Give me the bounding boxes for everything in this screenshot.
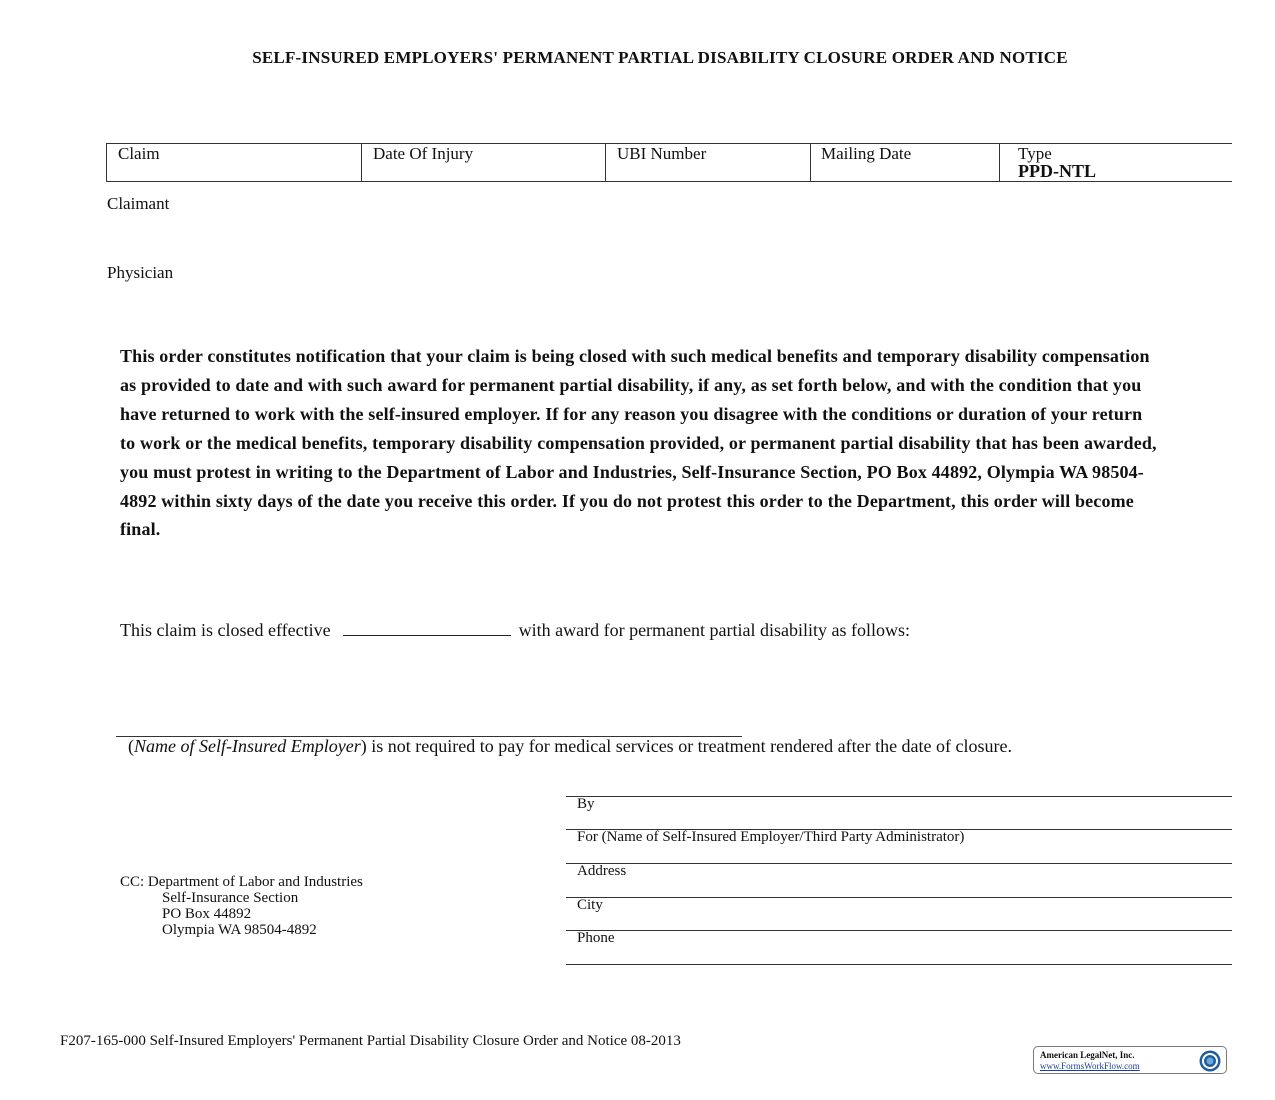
city-line[interactable]: [566, 897, 1232, 898]
form-footer: F207-165-000 Self-Insured Employers' Permanent Partial Disability Closure Order and Notice 08-2013: [60, 1033, 681, 1049]
protest-notice: This order constitutes notification that your claim is being closed with such medical benefits and temporary disability compensation as provided to date and with such award for permanent partial disability, if any, as set forth below, and with the condition that you have returned to work with the self-insured employer. If for any reason you disagree with the conditions or duration of your return to work or the medical benefits, temporary disability compensation provided, or permanent partial disability that has been awarded, you must protest in writing to the Department of Labor and Industries, Self-Insurance Section, PO Box 44892, Olympia WA 98504-4892 within sixty days of the date you receive this order. If you do not protest this order to the Department, this order will become final.: [120, 346, 1157, 540]
header-divider: [106, 143, 107, 181]
header-divider: [605, 143, 606, 181]
phone-label: Phone: [577, 930, 615, 946]
physician-label: Physician: [107, 263, 174, 282]
cc-line: Olympia WA 98504-4892: [162, 922, 317, 938]
cc-line: PO Box 44892: [162, 906, 252, 922]
cc-block: [120, 874, 363, 938]
form-title: SELF-INSURED EMPLOYERS' PERMANENT PARTIAL DISABILITY CLOSURE ORDER AND NOTICE: [252, 48, 1068, 67]
type-label: Type: [1018, 144, 1052, 163]
claim-label: Claim: [118, 144, 160, 163]
cc-line: Self-Insurance Section: [162, 890, 299, 906]
closure-prefix: This claim is closed effective: [120, 620, 331, 640]
for-label: For (Name of Self-Insured Employer/Third Party Administrator): [577, 829, 965, 845]
phone-line[interactable]: [566, 930, 1232, 931]
header-divider: [999, 143, 1000, 181]
claimant-label: Claimant: [107, 194, 170, 213]
address-label: Address: [577, 863, 627, 879]
header-divider: [361, 143, 362, 181]
closure-suffix: with award for permanent partial disability as follows:: [518, 620, 911, 640]
closure-statement: [120, 620, 910, 641]
closure-date-blank[interactable]: [343, 621, 511, 636]
employer-name-placeholder: Name of Self-Insured Employer: [134, 736, 361, 756]
date-of-injury-label: Date Of Injury: [373, 144, 474, 163]
globe-icon: [1198, 1049, 1222, 1073]
cc-line: CC: Department of Labor and Industries: [120, 874, 363, 890]
ubi-number-label: UBI Number: [617, 144, 707, 163]
employer-statement-text: ) is not required to pay for medical services or treatment rendered after the date of closure.: [360, 736, 1013, 756]
logo-url[interactable]: www.FormsWorkFlow.com: [1040, 1061, 1140, 1071]
city-label: City: [577, 897, 603, 913]
logo-name: American LegalNet, Inc.: [1040, 1050, 1135, 1060]
signature-bottom-rule: [566, 964, 1232, 965]
paren: (: [128, 736, 134, 756]
by-line[interactable]: [566, 796, 1232, 797]
header-divider: [810, 143, 811, 181]
american-legalnet-logo[interactable]: [1033, 1046, 1227, 1074]
mailing-date-label: Mailing Date: [821, 144, 912, 163]
type-value: PPD-NTL: [1018, 161, 1096, 181]
employer-statement: [128, 737, 1188, 756]
address-line[interactable]: [566, 863, 1232, 864]
by-label: By: [577, 796, 595, 812]
